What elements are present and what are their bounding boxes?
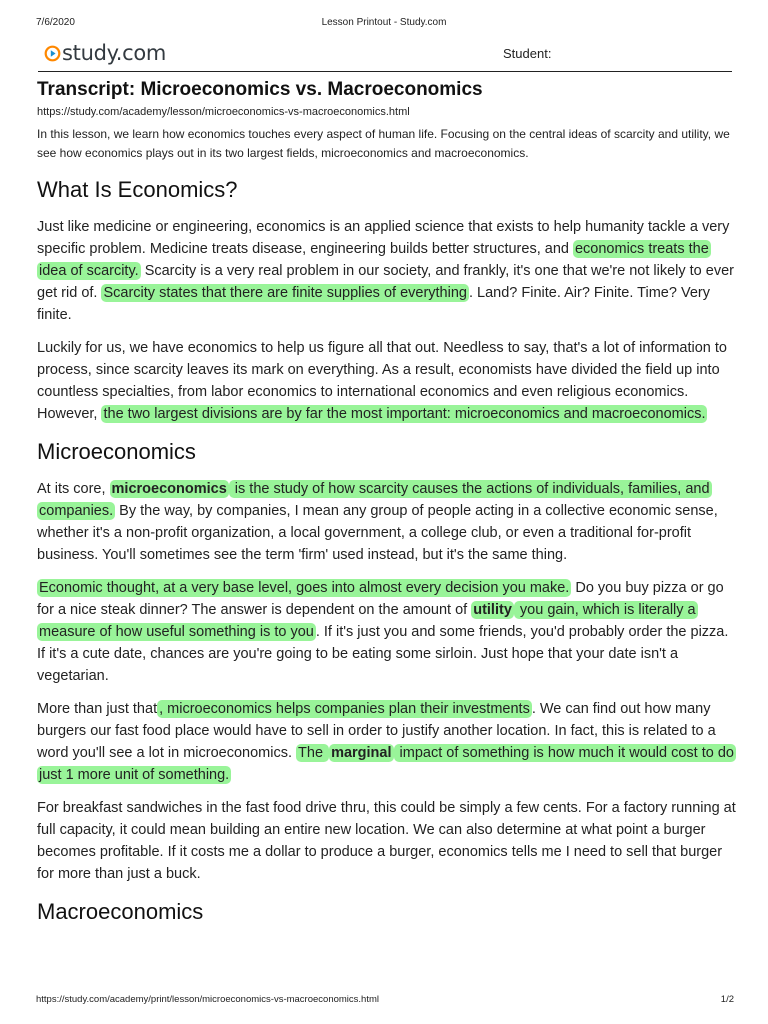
highlighted-text: , microeconomics helps companies plan their investments xyxy=(159,701,530,717)
highlighted-text: the two largest divisions are by far the most important: microeconomics and macroeconomics. xyxy=(103,406,706,422)
transcript-paragraph xyxy=(37,698,737,786)
highlighted-text: utility xyxy=(473,602,512,618)
transcript-paragraph xyxy=(37,216,737,326)
section-heading: Macroeconomics xyxy=(37,899,204,924)
print-date: 7/6/2020 xyxy=(36,17,75,28)
print-footer xyxy=(0,994,768,1008)
text-run: By the way, by companies, I mean any group of people acting in a collective economic sense, whether it's a non-profit organization, a local government, a college club, or even a traditional for-profit business. You'll sometimes see the term 'firm' used instead, but it's the same thing. xyxy=(37,503,718,563)
study-com-logo[interactable] xyxy=(44,40,166,66)
lesson-summary: In this lesson, we learn how economics touches every aspect of human life. Focusing on the central ideas of scarcity and utility, we see how economics plays out in its two largest fields, microeconomics and macroeconomics. xyxy=(37,127,730,160)
section-heading: What Is Economics? xyxy=(37,177,238,202)
footer-url: https://study.com/academy/print/lesson/microeconomics-vs-macroeconomics.html xyxy=(36,994,379,1005)
student-label: Student: xyxy=(503,46,552,61)
highlighted-text: is the study of how scarcity causes the actions of individuals, families, and companies. xyxy=(39,481,710,519)
text-run: Scarcity is a very real problem in our society, and frankly, it's one that we're not likely to ever get rid of. xyxy=(37,263,734,301)
transcript-paragraph xyxy=(37,337,737,425)
lesson-content xyxy=(37,78,737,938)
lesson-url: https://study.com/academy/lesson/microeconomics-vs-macroeconomics.html xyxy=(37,106,410,118)
text-run: . If it's just you and some friends, you'd probably order the pizza. If it's a cute date, chances are you're going to be eating some sirloin. Just hope that your date isn't a vegetarian. xyxy=(37,624,729,684)
highlighted-text: economics treats the idea of scarcity. xyxy=(39,241,709,279)
transcript-paragraph xyxy=(37,797,737,885)
play-circle-icon xyxy=(44,45,61,62)
header-divider xyxy=(38,71,732,72)
text-run: Just like medicine or engineering, economics is an applied science that exists to help humanity tackle a very specific problem. Medicine treats disease, engineering builds better structures, and xyxy=(37,219,730,257)
highlighted-text: The xyxy=(298,745,328,761)
transcript-paragraph xyxy=(37,577,737,687)
highlighted-text: Scarcity states that there are finite supplies of everything xyxy=(103,285,467,301)
highlighted-text: marginal xyxy=(331,745,392,761)
lesson-title: Transcript: Microeconomics vs. Macroeconomics xyxy=(37,79,483,100)
text-run: . Land? Finite. Air? Finite. Time? Very finite. xyxy=(37,285,710,323)
text-run: For breakfast sandwiches in the fast food drive thru, this could be simply a few cents. For a factory running at full capacity, it could mean building an entire new location. We can also determine at what point a burger becomes profitable. If it costs me a dollar to produce a burger, economics tells me I need to sell that burger for more than just a buck. xyxy=(37,800,736,882)
text-run: At its core, xyxy=(37,481,110,497)
transcript-paragraph xyxy=(37,478,737,566)
text-run: Do you buy pizza or go for a nice steak dinner? The answer is dependent on the amount of xyxy=(37,580,724,618)
logo-text: study.com xyxy=(62,41,167,65)
highlighted-text: impact of something is how much it would cost to do just 1 more unit of something. xyxy=(39,745,734,783)
highlighted-text: microeconomics xyxy=(111,481,227,497)
print-header xyxy=(0,17,768,31)
highlighted-text: Economic thought, at a very base level, goes into almost every decision you make. xyxy=(39,580,570,596)
page-number: 1/2 xyxy=(720,994,734,1005)
print-title: Lesson Printout - Study.com xyxy=(321,17,447,28)
text-run: More than just that xyxy=(37,701,158,717)
highlighted-text: you gain, which is literally a measure of how useful something is to you xyxy=(39,602,696,640)
text-run: . We can find out how many burgers our fast food place would have to sell in order to justify another location. In fact, this is related to a word you'll see a lot in microeconomics. xyxy=(37,701,716,761)
section-heading: Microeconomics xyxy=(37,439,196,464)
brand-row xyxy=(38,40,732,70)
text-run: Luckily for us, we have economics to help us figure all that out. Needless to say, that's a lot of information to process, since scarcity leaves its mark on everything. As a result, economists have divided the field up into countless specialties, from labor economics to international economics and even religious economics. However, xyxy=(37,340,727,422)
transcript-sections xyxy=(37,175,737,927)
